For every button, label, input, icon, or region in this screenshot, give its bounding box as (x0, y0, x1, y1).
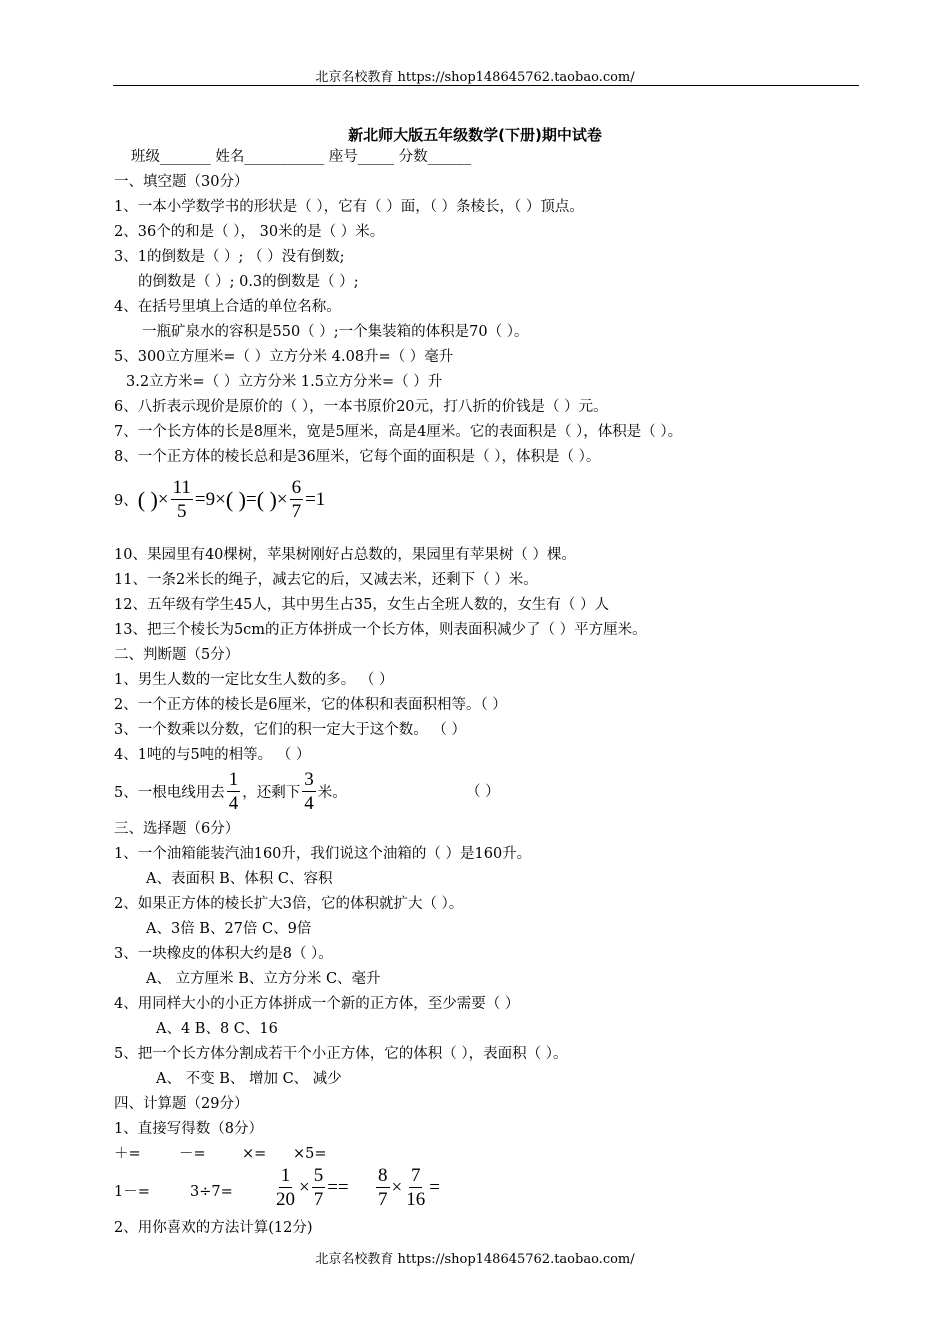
s1-question-9 (114, 478, 325, 521)
s3-question-1: 1、一个油箱能装汽油160升，我们说这个油箱的（ ）是160升。 (114, 846, 532, 862)
q9-mid: =9× (194, 488, 226, 510)
s2-q5-f2-numerator: 3 (304, 769, 314, 790)
s2-q5-text-b: ，还剩下 (242, 785, 301, 801)
section-2-heading: 二、判断题（5分） (114, 647, 240, 663)
page-header: 北京名校教育 https://shop148645762.taobao.com/ (315, 70, 635, 85)
s4-c8-equals: = (429, 1176, 440, 1198)
s1-question-4: 4、在括号里填上合适的单位名称。 (114, 299, 341, 315)
s1-question-13: 13、把三个棱长为5cm的正方体拼成一个长方体，则表面积减少了（ ）平方厘米。 (114, 622, 647, 638)
section-1-heading: 一、填空题（30分） (114, 174, 249, 190)
s2-q5-f1-denominator: 4 (228, 793, 239, 814)
s1-question-7: 7、一个长方体的长是8厘米，宽是5厘米，高是4厘米。它的表面积是（ ），体积是（ ）。 (114, 424, 683, 440)
q9-f1-denominator: 5 (177, 501, 187, 522)
s2-q5-text-c: 米。 (317, 785, 347, 801)
s4-c7-equals: == (327, 1176, 349, 1198)
s4-calc-8 (374, 1166, 440, 1209)
s2-question-5 (114, 770, 347, 813)
q9-blank-1: ( ) (137, 486, 158, 512)
q9-prefix: 9、 (114, 493, 138, 509)
s3-question-4: 4、用同样大小的小正方体拼成一个新的正方体，至少需要（ ） (114, 996, 520, 1012)
s4-c8-f2-numerator: 7 (410, 1165, 421, 1186)
s4-question-1: 1、直接写得数（8分） (114, 1121, 263, 1137)
s3-question-1-options: A、表面积 B、体积 C、容积 (146, 871, 333, 887)
s1-question-2: 2、36个的和是（ ）， 30米的是（ ）米。 (114, 224, 385, 240)
s2-q5-fraction-2 (302, 770, 316, 813)
s1-question-11: 11、一条2米长的绳子，减去它的后，又减去米，还剩下（ ）米。 (114, 572, 538, 588)
s4-c8-fraction-1 (376, 1166, 390, 1209)
s4-question-2: 2、用你喜欢的方法计算(12分) (114, 1220, 313, 1236)
s1-question-6: 6、八折表示现价是原价的（ ），一本书原价20元，打八折的价钱是（ ）元。 (114, 399, 608, 415)
q9-end: =1 (305, 488, 326, 510)
s2-q5-fraction-1 (227, 770, 241, 813)
s4-calc-2: －= (179, 1146, 206, 1162)
s4-c7-f2-numerator: 5 (313, 1165, 324, 1186)
s3-question-2: 2、如果正方体的棱长扩大3倍，它的体积就扩大（ ）。 (114, 896, 464, 912)
s4-calc-4: ×5= (293, 1146, 327, 1162)
s2-question-4: 4、1吨的与5吨的相等。 （ ） (114, 747, 311, 763)
student-info-line: 班级_______ 姓名___________ 座号_____ 分数______ (131, 149, 472, 165)
s2-question-1: 1、男生人数的一定比女生人数的多。 （ ） (114, 672, 394, 688)
page-title: 新北师大版五年级数学(下册)期中试卷 (348, 126, 602, 144)
s2-q5-text-a: 5、一根电线用去 (114, 785, 225, 801)
q9-f2-numerator: 6 (291, 477, 302, 498)
q9-f2-denominator: 7 (291, 501, 302, 522)
s1-question-10: 10、果园里有40棵树，苹果树刚好占总数的，果园里有苹果树（ ）棵。 (114, 547, 577, 563)
s2-question-2: 2、一个正方体的棱长是6厘米，它的体积和表面积相等。（ ） (114, 697, 507, 713)
s3-question-5: 5、把一个长方体分割成若干个小正方体，它的体积（ ），表面积（ ）。 (114, 1046, 568, 1062)
s4-c8-f1-denominator: 7 (378, 1189, 388, 1210)
q9-blank-2: ( ) (225, 486, 246, 512)
s1-question-3b: 的倒数是（ ）; 0.3的倒数是（ ）; (138, 274, 359, 290)
s4-calc-1: ＋= (114, 1146, 141, 1162)
s3-question-4-options: A、4 B、8 C、16 (156, 1021, 278, 1037)
s4-c7-f1-denominator: 20 (276, 1189, 295, 1210)
s4-c8-times: × (391, 1176, 403, 1198)
s4-calc-5: 1－= (114, 1184, 150, 1200)
q9-times-1: × (157, 488, 169, 510)
s3-question-2-options: A、3倍 B、27倍 C、9倍 (146, 921, 312, 937)
header-rule (113, 85, 859, 86)
s3-question-5-options: A、 不变 B、 增加 C、 减少 (156, 1071, 342, 1087)
s4-c8-fraction-2 (404, 1166, 427, 1209)
s4-c7-fraction-2 (312, 1166, 326, 1209)
page-footer: 北京名校教育 https://shop148645762.taobao.com/ (315, 1252, 635, 1267)
s1-question-4b: 一瓶矿泉水的容积是550（ ）;一个集装箱的体积是70（ ）。 (142, 324, 529, 340)
s4-c7-f2-denominator: 7 (313, 1189, 324, 1210)
s2-q5-f1-numerator: 1 (228, 769, 239, 790)
s4-c8-f1-numerator: 8 (378, 1165, 388, 1186)
s4-c8-f2-denominator: 16 (406, 1189, 426, 1210)
s1-question-12: 12、五年级有学生45人，其中男生占35，女生占全班人数的，女生有（ ）人 (114, 597, 609, 613)
s1-question-3a: 3、1的倒数是（ ）; （ ）没有倒数; (114, 249, 345, 265)
s1-question-5b: 3.2立方米=（ ）立方分米 1.5立方分米=（ ）升 (126, 374, 443, 390)
s4-c7-f1-numerator: 1 (280, 1165, 291, 1186)
s4-calc-3: ×= (242, 1146, 267, 1162)
s2-question-3: 3、一个数乘以分数，它们的积一定大于这个数。 （ ） (114, 722, 466, 738)
s2-q5-paren: （ ） (466, 784, 500, 800)
q9-f1-numerator: 11 (172, 477, 191, 498)
s3-question-3-options: A、 立方厘米 B、立方分米 C、毫升 (146, 971, 381, 987)
q9-blank-3: ( ) (256, 486, 277, 512)
q9-fraction-1 (171, 478, 193, 521)
q9-equals: = (246, 488, 257, 510)
q9-fraction-2 (290, 478, 304, 521)
section-4-heading: 四、计算题（29分） (114, 1096, 249, 1112)
s4-calc-6: 3÷7= (190, 1184, 233, 1200)
s4-calc-7 (272, 1166, 349, 1209)
s4-c7-fraction-1 (274, 1166, 297, 1209)
s1-question-8: 8、一个正方体的棱长总和是36厘米，它每个面的面积是（ ），体积是（ ）。 (114, 449, 601, 465)
s1-question-5a: 5、300立方厘米=（ ）立方分米 4.08升=（ ）毫升 (114, 349, 454, 365)
s3-question-3: 3、一块橡皮的体积大约是8（ ）。 (114, 946, 333, 962)
s1-question-1: 1、一本小学数学书的形状是（ ），它有（ ）面，（ ）条棱长，（ ）顶点。 (114, 199, 584, 215)
s2-q5-f2-denominator: 4 (304, 793, 314, 814)
section-3-heading: 三、选择题（6分） (114, 821, 240, 837)
s4-c7-times: × (299, 1176, 310, 1198)
q9-times-2: × (276, 488, 288, 510)
